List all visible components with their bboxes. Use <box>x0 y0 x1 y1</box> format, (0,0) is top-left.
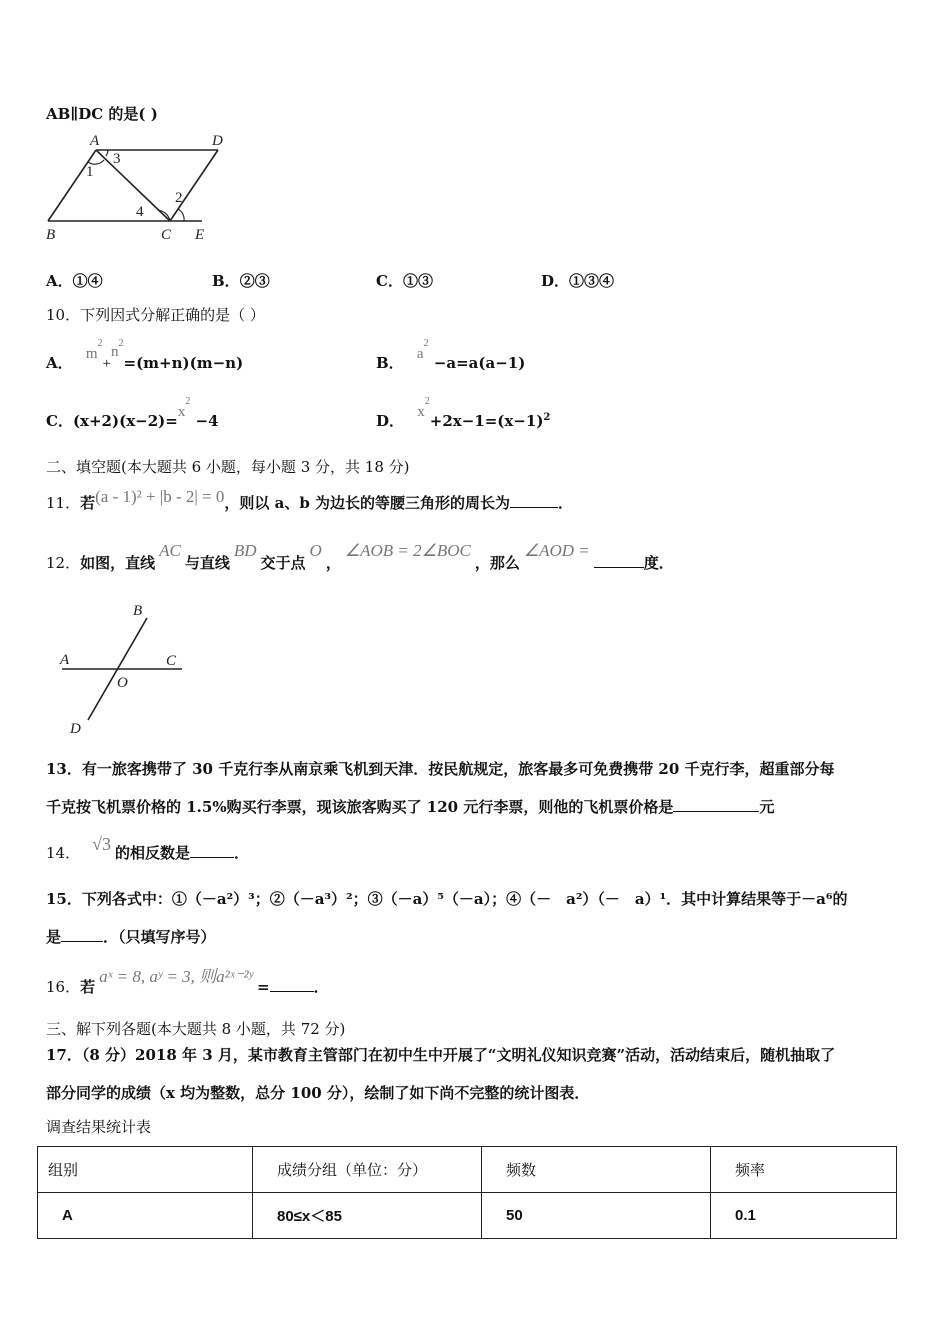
q9-parallelogram-figure <box>40 130 230 245</box>
q10-stem: 10．下列因式分解正确的是（ ） <box>46 306 265 324</box>
label-angle-1: 1 <box>86 164 94 180</box>
table-header-cell: 成绩分组（单位：分） <box>253 1147 482 1193</box>
q9-stem: AB∥DC 的是( ) <box>46 105 158 123</box>
q14: 14． √3 的相反数是 ． <box>46 834 250 862</box>
table-cell: 0.1 <box>711 1193 897 1239</box>
label-a: A <box>60 652 70 668</box>
table-row <box>38 1193 897 1239</box>
label-c: C <box>166 653 177 669</box>
table-cell: 50 <box>482 1193 711 1239</box>
table-header-cell: 组别 <box>38 1147 253 1193</box>
q12-answer-blank[interactable] <box>594 553 644 568</box>
q9-option-c: C．①③ <box>376 272 433 290</box>
q17-table-title: 调查结果统计表 <box>46 1118 152 1136</box>
q15-line-2: 是 ．（只填写序号） <box>46 928 216 946</box>
q11-answer-blank[interactable] <box>510 493 558 508</box>
line-dc <box>170 150 218 221</box>
survey-result-table <box>37 1146 897 1239</box>
q14-answer-blank[interactable] <box>190 843 234 858</box>
q12: 12．如图，直线AC与直线BD交于点O，∠AOB = 2∠BOC，那么∠AOD =度． <box>46 541 674 572</box>
q10-option-c: C．$(x+2)(x-2)=x^2 -4$ <box>46 396 219 430</box>
table-cell: 80≤x＜85 <box>253 1193 482 1239</box>
label-d: D <box>70 721 81 737</box>
line-ab <box>48 150 96 221</box>
table-header-row <box>38 1147 897 1193</box>
label-b: B <box>133 603 143 619</box>
label-c: C <box>161 227 172 243</box>
q15-answer-blank[interactable] <box>61 927 103 942</box>
label-a: A <box>90 133 100 149</box>
label-e: E <box>195 227 205 243</box>
label-angle-3: 3 <box>113 151 121 167</box>
label-angle-2: 2 <box>175 190 183 206</box>
angle-arc-3 <box>106 150 108 156</box>
q10-option-a: A． $m^2+n^2=(m+n)(m-n)$ <box>46 338 244 372</box>
table-header-cell: 频数 <box>482 1147 711 1193</box>
section-3-heading: 三、解下列各题(本大题共 8 小题，共 72 分) <box>46 1020 346 1038</box>
q16-answer-blank[interactable] <box>270 977 314 992</box>
table-cell: A <box>38 1193 253 1239</box>
q17-line-2: 部分同学的成绩（x 均为整数，总分 100 分），绘制了如下尚不完整的统计图表． <box>46 1084 590 1102</box>
label-angle-4: 4 <box>136 204 144 220</box>
label-d: D <box>212 133 223 149</box>
q9-option-b: B．②③ <box>212 272 270 290</box>
label-o: O <box>117 675 128 691</box>
q12-intersecting-lines-figure <box>55 600 190 740</box>
q9-option-d: D．①③④ <box>541 272 615 290</box>
q13-line-1: 13．有一旅客携带了 30 千克行李从南京乘飞机到天津．按民航规定，旅客最多可免费携带 20 千克行李，超重部分每 <box>46 760 835 778</box>
section-2-heading: 二、填空题(本大题共 6 小题，每小题 3 分，共 18 分) <box>46 458 410 476</box>
q13-line-2: 千克按飞机票价格的 1.5%购买行李票，现该旅客购买了 120 元行李票，则他的飞机票价格是 元 <box>46 798 775 816</box>
q9-option-a: A．①④ <box>46 272 103 290</box>
q17-line-1: 17．（8 分）2018 年 3 月，某市教育主管部门在初中生中开展了“文明礼仪知识竞赛”活动，活动结束后，随机抽取了 <box>46 1046 836 1064</box>
q16: 16．若aˣ = 8, aʸ = 3, 则a²ˣ⁻²ʸ= ． <box>46 967 329 996</box>
table-header-cell: 频率 <box>711 1147 897 1193</box>
q10-option-b: B． $a^2 -a=a(a-1)$ <box>376 338 526 372</box>
angle-arc-2 <box>178 209 184 221</box>
label-b: B <box>46 227 56 243</box>
q10-option-d: D． $x^2+2x-1=(x-1)^2$ <box>376 396 551 430</box>
q15-line-1: 15．下列各式中：①（－a²）³；②（－a³）²；③（－a）⁵（－a）；④（－ a²）（－ a）¹．其中计算结果等于－a⁶的 <box>46 890 848 908</box>
q13-answer-blank[interactable] <box>673 797 759 812</box>
q11: 11．若(a - 1)² + |b - 2| = 0，则以 a、b 为边长的等腰三角形的周长为 ． <box>46 487 574 512</box>
